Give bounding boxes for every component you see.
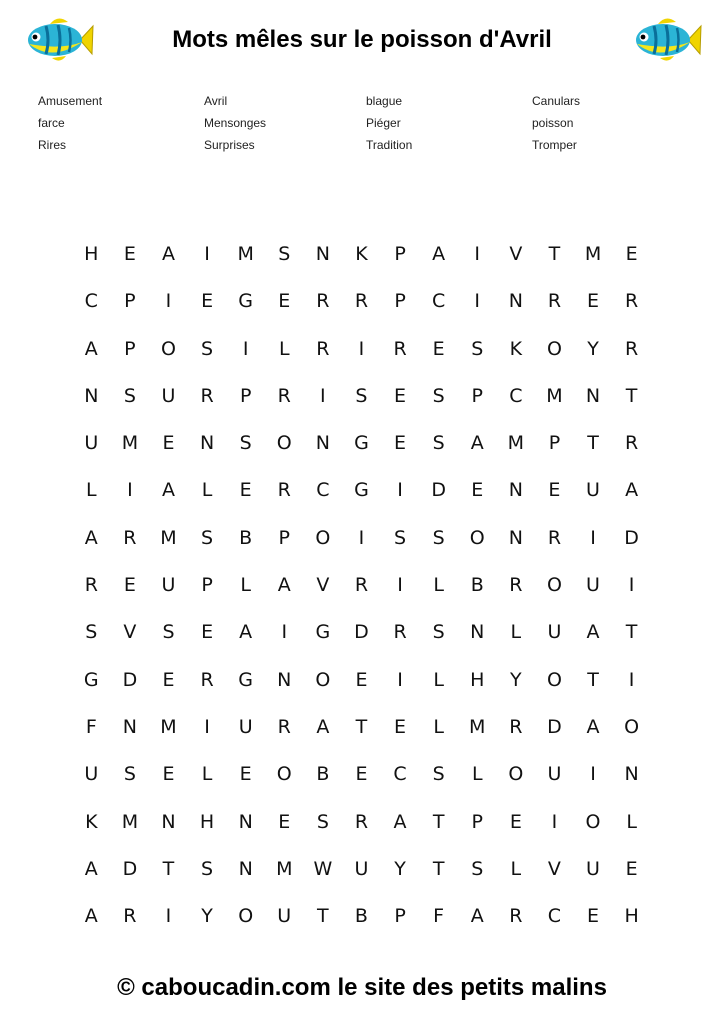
grid-letter: Y <box>510 668 522 691</box>
fish-icon <box>630 14 702 66</box>
grid-letter: M <box>121 432 139 455</box>
grid-letter: N <box>122 715 137 738</box>
letter-grid <box>72 234 651 943</box>
grid-letter: L <box>278 337 290 360</box>
grid-letter: L <box>201 479 213 502</box>
grid-letter: S <box>471 857 484 880</box>
grid-letter: M <box>507 432 525 455</box>
page-title: Mots mêles sur le poisson d'Avril <box>172 26 552 53</box>
grid-letter: A <box>470 432 484 455</box>
grid-letter: K <box>509 337 523 360</box>
grid-letter: N <box>624 763 639 786</box>
grid-letter: R <box>316 337 330 360</box>
grid-letter: L <box>510 621 522 644</box>
grid-letter: T <box>587 668 599 691</box>
word-item: Piéger <box>366 116 401 130</box>
grid-letter: R <box>625 337 639 360</box>
grid-letter: Y <box>394 857 406 880</box>
grid-letter: N <box>470 621 485 644</box>
grid-letter: E <box>201 621 214 644</box>
grid-letter: D <box>354 621 369 644</box>
grid-letter: E <box>432 337 445 360</box>
grid-letter: E <box>162 668 175 691</box>
grid-letter: P <box>471 810 483 833</box>
grid-letter: R <box>625 432 639 455</box>
grid-letter: O <box>546 574 562 597</box>
grid-letter: R <box>354 290 369 313</box>
grid-letter: K <box>355 243 368 265</box>
grid-letter: P <box>278 526 290 549</box>
grid-letter: A <box>470 905 484 928</box>
grid-letter: L <box>240 574 251 597</box>
grid-letter: V <box>509 243 523 265</box>
grid-letter: A <box>84 526 98 549</box>
grid-letter: L <box>510 857 522 880</box>
grid-letter: G <box>354 479 369 502</box>
grid-letter: P <box>394 290 406 313</box>
grid-letter: A <box>84 857 98 880</box>
grid-letter: E <box>239 479 252 502</box>
grid-letter: B <box>316 763 330 786</box>
grid-letter: Y <box>587 337 599 360</box>
grid-letter: S <box>239 432 252 455</box>
grid-letter: N <box>315 243 330 265</box>
grid-letter: R <box>354 574 369 597</box>
grid-letter: U <box>238 715 253 738</box>
grid-letter: N <box>508 290 523 313</box>
grid-letter: W <box>313 857 333 880</box>
grid-letter: R <box>200 668 214 691</box>
grid-letter: E <box>509 810 522 833</box>
grid-letter: N <box>315 432 330 455</box>
word-item: Amusement <box>38 94 103 108</box>
grid-letter: I <box>397 668 403 691</box>
grid-letter: T <box>355 715 368 738</box>
grid-letter: R <box>547 290 562 313</box>
grid-letter: B <box>239 526 253 549</box>
grid-letter: I <box>551 810 558 833</box>
grid-letter: S <box>432 526 445 549</box>
grid-letter: S <box>432 384 445 407</box>
grid-letter: O <box>238 905 254 928</box>
grid-letter: I <box>165 905 172 928</box>
grid-letter: I <box>474 243 481 265</box>
grid-letter: U <box>547 621 562 644</box>
grid-letter: P <box>548 432 561 455</box>
grid-letter: T <box>625 384 638 407</box>
grid-letter: S <box>123 763 136 786</box>
grid-letter: I <box>165 290 172 313</box>
grid-letter: S <box>355 384 368 407</box>
word-item: Tradition <box>366 138 413 152</box>
grid-letter: I <box>397 574 403 597</box>
grid-letter: L <box>433 574 444 597</box>
grid-letter: F <box>433 905 445 928</box>
grid-letter: T <box>432 857 445 880</box>
grid-letter: O <box>624 715 640 738</box>
grid-letter: N <box>508 479 523 502</box>
grid-letter: R <box>509 905 523 928</box>
grid-letter: S <box>471 337 484 360</box>
grid-letter: F <box>85 715 97 738</box>
grid-letter: S <box>201 857 214 880</box>
grid-letter: R <box>625 290 639 313</box>
grid-letter: R <box>277 715 291 738</box>
grid-letter: T <box>625 621 638 644</box>
grid-letter: T <box>162 857 175 880</box>
grid-letter: E <box>123 574 136 597</box>
grid-letter: T <box>548 243 561 265</box>
grid-letter: A <box>625 479 639 502</box>
grid-letter: R <box>509 574 523 597</box>
grid-letter: M <box>276 857 293 880</box>
grid-letter: T <box>587 432 599 455</box>
grid-letter: D <box>624 526 639 549</box>
grid-letter: S <box>85 621 98 644</box>
grid-letter: O <box>315 668 331 691</box>
grid-letter: U <box>161 384 176 407</box>
grid-letter: H <box>199 810 215 833</box>
grid-letter: N <box>161 810 176 833</box>
grid-letter: S <box>201 526 214 549</box>
grid-letter: K <box>85 810 98 833</box>
grid-letter: I <box>281 621 288 644</box>
grid-letter: E <box>278 810 291 833</box>
grid-letter: H <box>470 668 485 691</box>
grid-letter: A <box>161 479 175 502</box>
grid-letter: P <box>239 384 252 407</box>
grid-letter: G <box>83 668 99 691</box>
grid-letter: R <box>277 479 291 502</box>
word-item: blague <box>366 94 403 108</box>
grid-letter: A <box>432 243 446 265</box>
grid-letter: M <box>546 384 563 407</box>
word-item: Mensonges <box>204 116 267 130</box>
grid-letter: S <box>123 384 136 407</box>
grid-letter: G <box>315 621 331 644</box>
grid-letter: S <box>201 337 214 360</box>
grid-letter: E <box>394 432 407 455</box>
grid-letter: B <box>354 905 368 928</box>
grid-letter: N <box>84 384 99 407</box>
grid-letter: N <box>238 857 253 880</box>
grid-letter: M <box>469 715 486 738</box>
grid-letter: U <box>586 574 600 597</box>
grid-letter: P <box>394 905 406 928</box>
grid-letter: T <box>432 810 445 833</box>
grid-letter: R <box>123 905 137 928</box>
word-item: Tromper <box>532 138 577 152</box>
grid-letter: R <box>393 621 407 644</box>
grid-letter: C <box>432 290 446 313</box>
grid-letter: G <box>354 432 369 455</box>
grid-letter: R <box>200 384 214 407</box>
grid-letter: L <box>201 763 213 786</box>
grid-letter: S <box>278 243 291 265</box>
grid-letter: A <box>316 715 330 738</box>
grid-letter: C <box>393 763 407 786</box>
grid-letter: L <box>433 715 444 738</box>
grid-letter: R <box>393 337 407 360</box>
grid-letter: R <box>354 810 369 833</box>
grid-letter: O <box>585 810 601 833</box>
grid-letter: I <box>590 763 596 786</box>
grid-letter: R <box>547 526 562 549</box>
grid-letter: I <box>204 243 210 265</box>
grid-letter: R <box>84 574 98 597</box>
grid-letter: Y <box>201 905 213 928</box>
grid-letter: I <box>628 574 635 597</box>
grid-letter: A <box>277 574 291 597</box>
grid-letter: U <box>84 763 99 786</box>
grid-letter: E <box>278 290 291 313</box>
grid-letter: N <box>508 526 523 549</box>
grid-letter: E <box>394 715 407 738</box>
grid-letter: U <box>354 857 369 880</box>
word-item: Canulars <box>532 94 581 108</box>
grid-letter: D <box>431 479 446 502</box>
grid-letter: O <box>276 432 292 455</box>
grid-letter: N <box>585 384 601 407</box>
grid-letter: N <box>238 810 253 833</box>
grid-letter: A <box>84 337 98 360</box>
grid-letter: I <box>127 479 133 502</box>
grid-letter: I <box>242 337 249 360</box>
grid-letter: S <box>432 432 445 455</box>
grid-letter: O <box>546 337 562 360</box>
grid-letter: M <box>160 715 177 738</box>
grid-letter: S <box>162 621 175 644</box>
grid-letter: E <box>471 479 484 502</box>
grid-letter: C <box>509 384 523 407</box>
grid-letter: I <box>397 479 403 502</box>
grid-letter: R <box>509 715 523 738</box>
grid-letter: G <box>238 668 254 691</box>
grid-letter: N <box>199 432 215 455</box>
grid-letter: E <box>625 243 638 265</box>
grid-letter: P <box>394 243 406 265</box>
grid-letter: A <box>161 243 175 265</box>
grid-letter: D <box>122 857 138 880</box>
grid-letter: I <box>320 384 326 407</box>
grid-letter: P <box>471 384 483 407</box>
grid-letter: S <box>316 810 329 833</box>
grid-letter: M <box>121 810 139 833</box>
grid-letter: L <box>86 479 97 502</box>
grid-letter: O <box>315 526 331 549</box>
grid-letter: D <box>122 668 138 691</box>
grid-letter: V <box>123 621 137 644</box>
grid-letter: M <box>237 243 254 265</box>
grid-letter: C <box>84 290 98 313</box>
grid-letter: E <box>123 243 136 265</box>
word-item: Surprises <box>204 138 255 152</box>
grid-letter: O <box>508 763 524 786</box>
grid-letter: R <box>123 526 137 549</box>
grid-letter: O <box>161 337 176 360</box>
grid-letter: U <box>161 574 176 597</box>
grid-letter: U <box>586 857 600 880</box>
grid-letter: U <box>277 905 292 928</box>
grid-letter: T <box>317 905 329 928</box>
grid-letter: E <box>587 905 600 928</box>
grid-letter: L <box>433 668 444 691</box>
grid-letter: H <box>84 243 99 265</box>
grid-letter: C <box>316 479 330 502</box>
grid-letter: I <box>628 668 635 691</box>
grid-letter: E <box>355 668 368 691</box>
grid-letter: I <box>358 337 365 360</box>
word-item: poisson <box>532 116 574 130</box>
grid-letter: L <box>626 810 637 833</box>
word-list <box>38 92 678 154</box>
grid-letter: V <box>547 857 561 880</box>
grid-letter: E <box>162 763 175 786</box>
grid-letter: P <box>124 290 136 313</box>
page-header <box>0 0 724 86</box>
grid-letter: G <box>238 290 254 313</box>
grid-letter: U <box>547 763 562 786</box>
grid-letter: E <box>239 763 252 786</box>
grid-letter: I <box>474 290 481 313</box>
grid-letter: A <box>393 810 407 833</box>
grid-letter: E <box>548 479 561 502</box>
grid-letter: D <box>547 715 562 738</box>
grid-letter: S <box>394 526 407 549</box>
grid-letter: E <box>587 290 600 313</box>
grid-letter: H <box>624 905 639 928</box>
grid-letter: R <box>316 290 330 313</box>
grid-letter: I <box>204 715 210 738</box>
grid-letter: A <box>84 905 98 928</box>
grid-letter: E <box>201 290 214 313</box>
grid-letter: P <box>201 574 213 597</box>
grid-letter: P <box>124 337 136 360</box>
grid-letter: E <box>394 384 407 407</box>
grid-letter: U <box>84 432 99 455</box>
grid-letter: U <box>586 479 600 502</box>
grid-letter: S <box>432 763 445 786</box>
grid-letter: C <box>547 905 562 928</box>
grid-letter: E <box>355 763 368 786</box>
word-item: farce <box>38 116 65 130</box>
grid-letter: O <box>546 668 562 691</box>
copyright-footer: © caboucadin.com le site des petits malins <box>117 974 607 1001</box>
grid-letter: N <box>277 668 292 691</box>
word-item: Rires <box>38 138 67 152</box>
word-item: Avril <box>204 94 228 108</box>
grid-letter: S <box>432 621 445 644</box>
grid-letter: I <box>358 526 365 549</box>
grid-letter: L <box>471 763 483 786</box>
grid-letter: A <box>586 621 600 644</box>
grid-letter: M <box>160 526 177 549</box>
grid-letter: O <box>276 763 292 786</box>
grid-letter: A <box>586 715 600 738</box>
grid-letter: B <box>470 574 484 597</box>
grid-letter: E <box>625 857 638 880</box>
grid-letter: E <box>162 432 175 455</box>
grid-letter: V <box>316 574 330 597</box>
grid-letter: A <box>239 621 253 644</box>
grid-letter: O <box>469 526 485 549</box>
grid-letter: R <box>277 384 291 407</box>
grid-letter: I <box>590 526 596 549</box>
grid-letter: M <box>584 243 602 265</box>
